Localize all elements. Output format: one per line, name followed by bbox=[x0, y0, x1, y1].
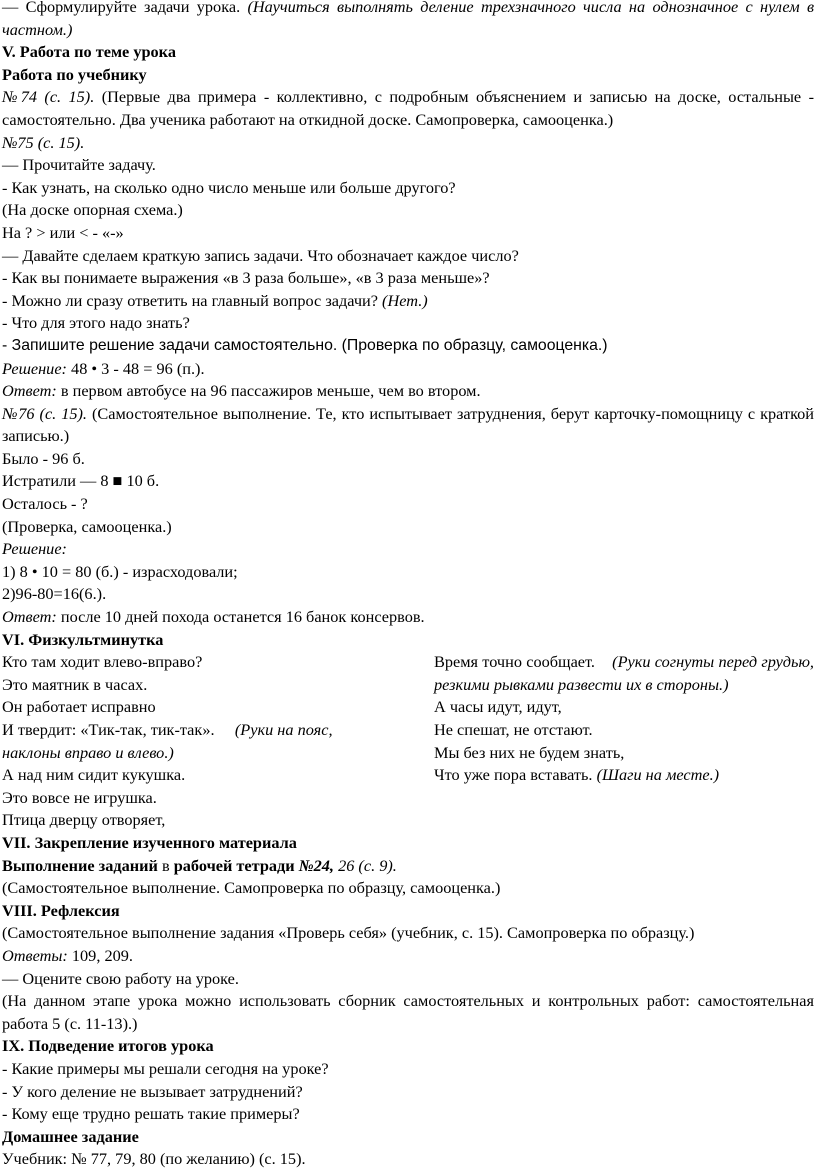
exercise-76-step: 2)96-80=16(6.). bbox=[2, 584, 107, 604]
lesson-goal-text: — Сформулируйте задачи урока. bbox=[2, 0, 241, 16]
answers-text: 109, 209. bbox=[71, 945, 133, 965]
exercise-75-line: На ? > или < - «-» bbox=[2, 222, 124, 242]
poem-line: Кто там ходит влево-вправо? bbox=[2, 652, 203, 672]
exercise-75-line: — Давайте сделаем краткую запись задачи. Что обозначает каждое число? bbox=[2, 245, 519, 265]
exercise-76-line: Осталось - ? bbox=[2, 494, 88, 514]
exercise-76-answer bbox=[2, 606, 814, 629]
exercise-74-text: (Первые два примера - коллективно, с подробным объяснением и записью на доске, остальные - самостоятельно. Два ученика работают на откидной доске. Самопроверка, самооценка.) bbox=[2, 87, 815, 129]
section-9-question: - Кому еще трудно решать такие примеры? bbox=[2, 1104, 300, 1124]
poem-line: Это маятник в часах. bbox=[2, 674, 148, 694]
exercise-75-question bbox=[2, 290, 814, 313]
answer-label: Ответ: bbox=[2, 607, 57, 627]
exercise-75-line: (На доске опорная схема.) bbox=[2, 200, 183, 220]
exercise-75-line: - Как узнать, на сколько одно число меньше или больше другого? bbox=[2, 177, 456, 197]
section-5-subheading: Работа по учебнику bbox=[2, 64, 147, 84]
exercise-76-text: (Самостоятельное выполнение. Те, кто испытывает затруднения, берут карточку-помощницу с краткой записью.) bbox=[2, 403, 815, 446]
homework-heading: Домашнее задание bbox=[2, 1126, 139, 1146]
task-italic: 26 (с. 9). bbox=[338, 855, 397, 875]
poem-line: Не спешат, не отстают. bbox=[434, 720, 593, 739]
poem-line: Мы без них не будем знать, bbox=[434, 742, 625, 762]
section-8-note: (На данном этапе урока можно использовать сборник самостоятельных и контрольных работ: самостоятельная работа 5 (с. 11-13).) bbox=[2, 991, 814, 1033]
section-8-heading: VIII. Рефлексия bbox=[2, 900, 120, 920]
answer-label: Ответ: bbox=[2, 381, 57, 401]
section-7-note: (Самостоятельное выполнение. Самопроверка по образцу, самооценка.) bbox=[2, 878, 501, 898]
poem-line-text: Что уже пора вставать. bbox=[434, 765, 593, 785]
poem-line: Он работает исправно bbox=[2, 697, 156, 717]
exercise-instruction: (Шаги на месте.) bbox=[596, 765, 720, 785]
exercise-76-step: 1) 8 • 10 = 80 (б.) - израсходовали; bbox=[2, 561, 238, 581]
section-7-heading: VII. Закрепление изученного материала bbox=[2, 832, 297, 852]
section-7-task bbox=[2, 855, 814, 878]
poem-right-column bbox=[434, 651, 814, 809]
section-8-rate: — Оцените свою работу на уроке. bbox=[2, 968, 239, 988]
exercise-76-ref: №76 (с. 15). bbox=[2, 403, 88, 423]
section-6-heading: VI. Физкультминутка bbox=[2, 629, 164, 649]
exercise-instruction: (Руки на пояс, наклоны вправо и влево.) bbox=[2, 720, 333, 762]
section-9-heading: IX. Подведение итогов урока bbox=[2, 1036, 214, 1056]
homework-text: Учебник: № 77, 79, 80 (по желанию) (с. 15). bbox=[2, 1149, 306, 1169]
exercise-75-line: — Прочитайте задачу. bbox=[2, 155, 156, 175]
exercise-76-line: (Проверка, самооценка.) bbox=[2, 516, 172, 536]
task-bold-italic: №24, bbox=[298, 855, 334, 875]
poem-line-with-instruction bbox=[434, 651, 814, 696]
exercise-76-paragraph bbox=[2, 403, 814, 448]
section-8-text: (Самостоятельное выполнение задания «Проверь себя» (учебник, с. 15). Самопроверка по образцу.) bbox=[2, 923, 695, 943]
section-8-answers bbox=[2, 945, 814, 968]
poem-line-text: И твердит: «Тик-так, тик-так». bbox=[2, 720, 215, 739]
exercise-75-line: - Как вы понимаете выражения «в 3 раза больше», «в 3 раза меньше»? bbox=[2, 268, 490, 288]
exercise-75-question-text: - Можно ли сразу ответить на главный вопрос задачи? bbox=[2, 290, 378, 310]
poem-columns bbox=[2, 651, 814, 809]
exercise-76-line: Истратили — 8 ■ 10 б. bbox=[2, 471, 160, 491]
exercise-instruction: (Руки согнуты перед грудью, резкими рывками развести их в стороны.) bbox=[434, 652, 814, 694]
poem-line-text: Время точно сообщает. bbox=[434, 652, 595, 672]
section-9-question: - У кого деление не вызывает затруднений? bbox=[2, 1081, 303, 1101]
exercise-74-ref: №74 (с. 15). bbox=[2, 87, 95, 107]
poem-left-column bbox=[2, 651, 434, 809]
poem-line-with-instruction bbox=[434, 764, 814, 787]
task-bold: Выполнение заданий bbox=[2, 855, 158, 875]
solution-text: 48 • 3 - 48 = 96 (п.). bbox=[71, 358, 205, 378]
poem-line: Это вовсе не игрушка. bbox=[2, 787, 157, 807]
exercise-75-write-instruction: - Запишите решение задачи самостоятельно. (Проверка по образцу, самооценка.) bbox=[2, 336, 608, 354]
task-mid: в bbox=[161, 855, 170, 875]
answer-text: после 10 дней похода останется 16 банок консервов. bbox=[60, 607, 425, 627]
task-bold: рабочей тетради bbox=[173, 855, 295, 875]
answers-label: Ответы: bbox=[2, 945, 68, 965]
exercise-75-question-answer: (Нет.) bbox=[382, 290, 428, 310]
poem-line: А над ним сидит кукушка. bbox=[2, 765, 186, 785]
answer-text: в первом автобусе на 96 пассажиров меньше, чем во втором. bbox=[60, 381, 481, 401]
exercise-75-answer bbox=[2, 380, 814, 403]
exercise-74-paragraph bbox=[2, 86, 814, 131]
poem-line: Птица дверцу отворяет, bbox=[2, 810, 166, 830]
exercise-75-ref: №75 (с. 15). bbox=[2, 132, 85, 152]
exercise-76-line: Было - 96 б. bbox=[2, 448, 85, 468]
section-5-heading: V. Работа по теме урока bbox=[2, 42, 176, 62]
solution-label: Решение: bbox=[2, 358, 67, 378]
poem-line-with-instruction bbox=[2, 719, 434, 764]
exercise-76-solution-label: Решение: bbox=[2, 539, 67, 559]
exercise-75-line: - Что для этого надо знать? bbox=[2, 313, 190, 333]
lesson-goal-paragraph bbox=[2, 0, 814, 41]
section-9-question: - Какие примеры мы решали сегодня на уроке? bbox=[2, 1058, 329, 1078]
poem-line: А часы идут, идут, bbox=[434, 697, 562, 717]
exercise-75-solution bbox=[2, 358, 814, 381]
lesson-goal-italic: (Научиться выполнять деление трехзначного числа на однозначное с нулем в частном.) bbox=[2, 0, 815, 39]
